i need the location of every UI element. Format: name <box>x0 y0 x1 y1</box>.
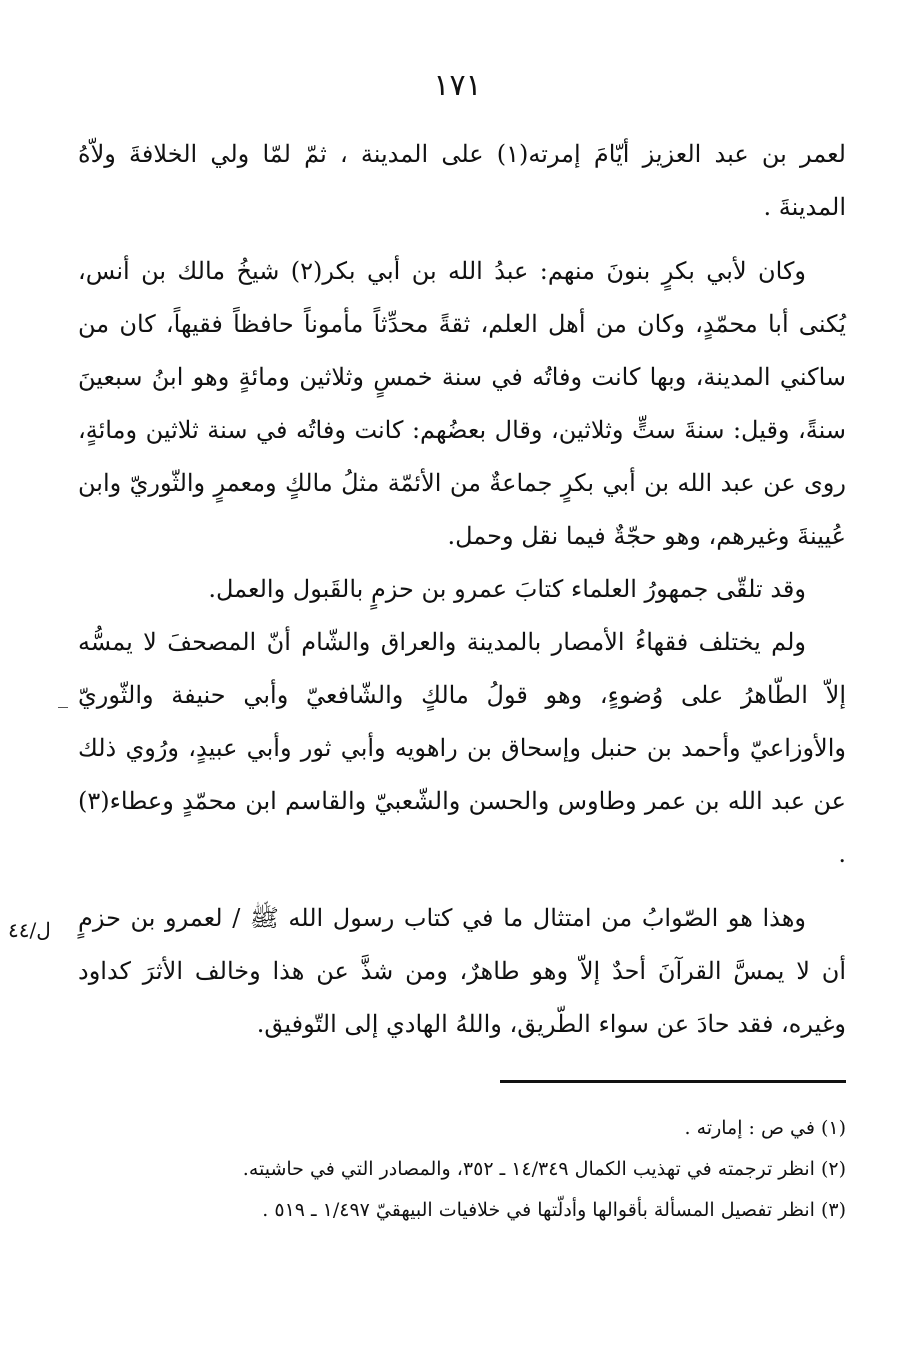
page-number: ١٧١ <box>433 68 482 103</box>
paragraph-1: لعمر بن عبد العزيز أيّامَ إمرته(١) على المدينة ، ثمّ لمّا ولي الخلافةَ ولاّهُ المدينةَ . <box>78 140 846 221</box>
main-text <box>78 128 846 1051</box>
footnote-3: (٣) انظر تفصيل المسألة بأقوالها وأدلّتها في خلافيات البيهقيّ ١/٤٩٧ ـ ٥١٩ . <box>262 1199 846 1221</box>
paragraph-3: وقد تلقّى جمهورُ العلماء كتابَ عمرو بن حزمٍ بالقَبول والعمل. <box>208 575 806 603</box>
paragraph-4: ولم يختلف فقهاءُ الأمصار بالمدينة والعراق والشّام أنّ المصحفَ لا يمسُّه إلاّ الطّاهرُ على وُضوءٍ، وهو قولُ مالكٍ والشّافعيّ وأبي حنيفة والثّوريّ والأوزاعيّ وأحمد بن حنبل وإسحاق بن راهويه وأبي ثور وأبي عبيدٍ، ورُوي ذلك عن عبد الله بن عمر وطاوس والحسن والشّعبيّ والقاسم ابن محمّدٍ وعطاء(٣) . <box>78 628 846 868</box>
paragraph-5: وهذا هو الصّوابُ من امتثال ما في كتاب رسول الله ﷺ / لعمرو بن حزمٍ أن لا يمسَّ القرآنَ أحدٌ إلاّ وهو طاهرٌ، ومن شذَّ عن هذا وخالف الأثرَ كداود وغيره، فقد حادَ عن سواء الطّريق، واللهُ الهادي إلى التّوفيق. <box>78 904 847 1038</box>
footnotes <box>78 1108 846 1231</box>
manuscript-folio-note: ل/٤٤ <box>8 918 51 942</box>
footnote-1: (١) في ص : إمارته . <box>684 1117 846 1139</box>
margin-mark <box>58 707 68 708</box>
paragraph-2: وكان لأبي بكرٍ بنونَ منهم: عبدُ الله بن أبي بكر(٢) شيخُ مالك بن أنس، يُكنى أبا محمّدٍ، وكان من أهل العلم، ثقةً محدِّثاً مأموناً حافظاً فقيهاً، كان من ساكني المدينة، وبها كانت وفاتُه في سنة خمسٍ وثلاثين ومائةٍ وهو ابنُ سبعينَ سنةً، وقيل: سنةَ ستٍّ وثلاثين، وقال بعضُهم: كانت وفاتُه في سنة ثلاثين ومائةٍ، روى عن عبد الله بن أبي بكرٍ جماعةٌ من الأئمّة مثلُ مالكٍ ومعمرٍ والثّوريّ وابن عُيينةَ وغيرهم، وهو حجّةٌ فيما نقل وحمل. <box>78 257 846 550</box>
footnote-2: (٢) انظر ترجمته في تهذيب الكمال ١٤/٣٤٩ ـ ٣٥٢، والمصادر التي في حاشيته. <box>242 1158 846 1180</box>
footnote-divider <box>500 1080 846 1083</box>
